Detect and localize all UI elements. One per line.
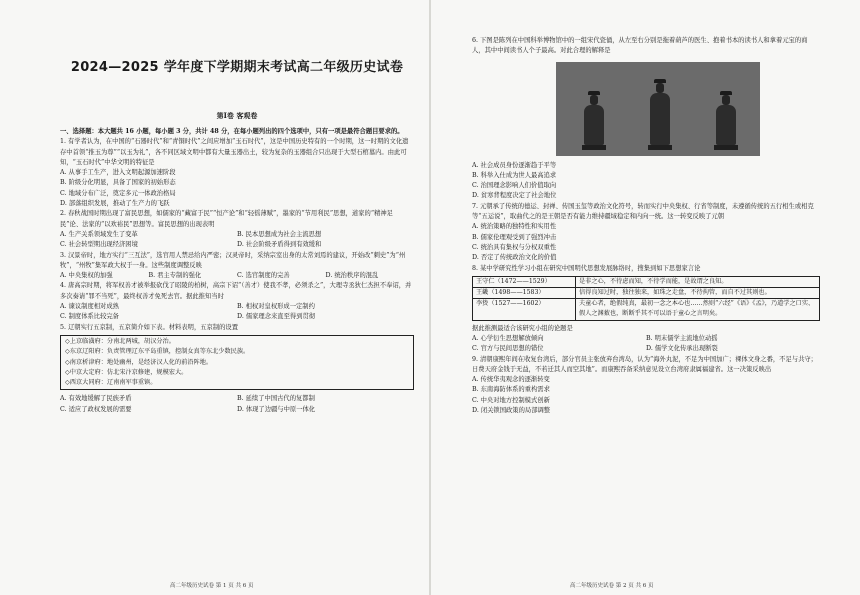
q6-stem: 6. 下图是陈列在中国科举博物馆中的一组宋代瓷俑，从左至右分别是拖着葫芦的医生、抱着书本的读书人和拿着元宝的商人，其中中间读书人个子最高。对此合理的解释是 xyxy=(472,37,808,55)
q6-option-b: B. 科举入仕成为世人最高追求 xyxy=(472,171,557,179)
q7-stem: 7. 元朝承了传统的德运、封禅、传国玉玺等政治文化符号，转而实行中央集权、行省等制度，未遵循传统的五行相生或相克等“五运说”，取曲代之的是王朝是否有能力维持疆域稳定和内向一统。这一转变反映了元朝 xyxy=(472,202,814,221)
scholar-figurine xyxy=(648,79,672,150)
q5-box-line: ◇上京临潢府：分南北两城，胡汉分治。 xyxy=(65,337,175,345)
table-row xyxy=(473,288,820,299)
q5-option-d: D. 体现了边疆与中原一体化 xyxy=(237,405,316,413)
q8-option-b: B. 明末儒学主流地位动摇 xyxy=(646,334,718,342)
q5-box-line: ◇东京辽阳府：负责管理辽东平岛重镇，控制女真等东北少数民族。 xyxy=(65,348,250,356)
q4-options-row2 xyxy=(60,312,414,322)
thinker-name: 王畿（1498——1583） xyxy=(473,288,576,299)
q1-stem: 1. 有学者认为，在中国的“石器时代”和“青铜时代”之间应增加“玉石时代”，这是中国历史特有的一个时期，这一时期的文化遗存中首领“推玉为尊”“以玉为礼”，各不同区域文明中都有大量玉器出土，较为复杂的玉器组合只出现于大型石棺墓内。由此可知，“玉石时代”中华文明的特征是 xyxy=(60,138,409,166)
q6-option-c: C. 治国理念影响人们价值取向 xyxy=(472,182,557,190)
right-footer: 高二年级历史试卷 第 2 页 共 6 页 xyxy=(570,583,654,589)
q3-option-d: D. 统治秩序的混乱 xyxy=(325,272,379,280)
q5-option-b: B. 延续了中国古代的复都制 xyxy=(237,395,315,403)
section-heading: 第Ⅰ卷 客观卷 xyxy=(216,111,258,120)
q1-option-d: D. 部落组织发展，推动了生产力的飞跃 xyxy=(60,200,170,208)
q5-box-line: ◇西京大同府：辽南南军事重镇。 xyxy=(65,379,157,387)
q7-option-d: D. 否定了传统政治文化的价值 xyxy=(472,254,557,262)
q3-options xyxy=(60,271,414,281)
q8-option-a: A. 心学衍生思想解放倾向 xyxy=(472,334,544,342)
q4-option-b: B. 相权对皇权形成一定制约 xyxy=(237,303,315,311)
q9-stem: 9. 清朝康熙年间在收复台湾后，部分官员主张放弃台湾岛，认为“海外丸泥，不足为中国加广；裸体文身之番，不足与共守；日费天府金钱于无益，不若迁其人而空其地”。而康熙吞备采纳意见设立台湾府隶属福建省。这一决策反映出 xyxy=(472,355,817,373)
q3-option-b: B. 君主专制的强化 xyxy=(148,272,202,280)
right-page xyxy=(430,0,860,595)
q5-options-row2 xyxy=(60,405,414,415)
q2-stem: 2. 春秋战国时期出现了富民思想，如儒家的“藏富于民”“恒产论”和“轻徭薄赋”，墨家的“节用利民”思想，道家的“精神足民”论、法家的“以欢裕民”思想等。富民思想的出现表明 xyxy=(60,210,393,228)
thinker-quote: 信得良知过时，独往独来，如珠之走盘，不待拘管，而自不过其则也。 xyxy=(576,288,820,299)
q8-option-c: C. 官方与民间思想的错位 xyxy=(472,345,544,353)
q2-option-b: B. 民本思想成为社会主流思想 xyxy=(237,230,322,238)
exam-title: 2024—2025 学年度下学期期末考试高二年级历史试卷 xyxy=(70,60,404,75)
q1-option-b: B. 阶级分化明显，具备了国家的初始形态 xyxy=(60,179,176,187)
q5-option-a: A. 有效地缓解了民族矛盾 xyxy=(60,395,132,403)
q8-options-row1 xyxy=(472,334,820,344)
q8-quote-table xyxy=(472,276,820,321)
thinker-name: 李贽（1527——1602） xyxy=(473,299,576,320)
q9-option-c: C. 中央对地方控制模式创新 xyxy=(472,396,550,404)
q8-lead: 据此推测最适合该研究小组的论题是 xyxy=(472,324,573,332)
q2-option-d: D. 社会阶级矛盾得到有效缓和 xyxy=(237,241,322,249)
q7-option-b: B. 儒家伦理观受到了强烈冲击 xyxy=(472,233,557,241)
q6-option-a: A. 社会成员身份逐渐趋于平等 xyxy=(472,161,557,169)
q3-option-a: A. 中央集权的加强 xyxy=(60,272,113,280)
q6-option-d: D. 贫寒背程度决定了社会地位 xyxy=(472,192,557,200)
q5-options-row1 xyxy=(60,394,414,404)
q4-options-row1 xyxy=(60,302,414,312)
thinker-name: 王守仁（1472——1529） xyxy=(473,276,576,287)
q5-box-line: ◇南京析津府：地处幽州，是经济汉人化的前沿阵地。 xyxy=(65,358,213,366)
q4-option-d: D. 儒家理念来直至得到贯彻 xyxy=(237,313,316,321)
thinker-quote: 夫童心者，绝假纯真，最初一念之本心也……然则“六经”《语》《孟》，乃道学之口实、假人之渊薮也，断断乎其不可以语于童心之言明矣。 xyxy=(576,299,820,320)
q4-option-c: C. 制度体系比较完备 xyxy=(60,313,119,321)
q3-stem: 3. 汉景帝时，地方实行“三互法”，选官用人禁忌给内严密；汉灵帝时，采纳宗室出身的太常刘焉的建议，开始改“刺史”为“州牧”，“州牧”集军政大权于一身。这些制度调整反映 xyxy=(60,251,406,269)
merchant-figurine xyxy=(714,91,738,150)
q2-option-a: A. 生产关系领域发生了变革 xyxy=(60,230,138,238)
q3-option-c: C. 选官制度的完善 xyxy=(237,272,290,280)
q2-option-c: C. 社会转型期出现经济困境 xyxy=(60,241,138,249)
table-row xyxy=(473,276,820,287)
q8-stem: 8. 某中学研究性学习小组在研究中国明代思想发展脉络时，搜集到如下思想家言论 xyxy=(472,264,701,272)
q5-stem: 5. 辽朝实行五京制，五京简介如下表。材料表明，五京制的设置 xyxy=(60,323,239,331)
q2-options-row1 xyxy=(60,230,414,240)
left-footer: 高二年级历史试卷 第 1 页 共 6 页 xyxy=(170,583,254,589)
q7-option-c: C. 统治具有集权与分权双重性 xyxy=(472,243,557,251)
q9-option-d: D. 闭关锁国政策的局部调整 xyxy=(472,407,551,415)
doctor-figurine xyxy=(582,91,606,150)
q4-option-a: A. 谏议制度相对成熟 xyxy=(60,303,119,311)
q6-figurine-photo xyxy=(556,62,760,156)
q1-option-a: A. 从事手工生产，进入文明起源加速阶段 xyxy=(60,169,176,177)
q2-options-row2 xyxy=(60,240,414,250)
q9-option-b: B. 东南海防体系的重构需求 xyxy=(472,386,550,394)
q5-table-box xyxy=(60,335,414,390)
q5-box-line: ◇中京大定府：仿北宋汴京修建，规模宏大。 xyxy=(65,368,188,376)
q9-option-a: A. 传统华夷观念的逐渐转变 xyxy=(472,376,550,384)
q5-option-c: C. 适应了政权发展的需要 xyxy=(60,405,132,413)
q1-option-c: C. 地域分布广泛，奠定多元一体政治格局 xyxy=(60,189,176,197)
thinker-quote: 是非之心，不待虑而知，不待学而能，是故谓之良知。 xyxy=(576,276,820,287)
q8-options-row2 xyxy=(472,344,820,354)
q7-option-a: A. 统治策略的独特性和实用性 xyxy=(472,223,557,231)
instruction: 一、选择题：本大题共 16 小题，每小题 3 分，共计 48 分，在每小题列出的四个选项中，只有一项是最符合题目要求的。 xyxy=(60,128,404,135)
q8-option-d: D. 儒学文化传承出现断裂 xyxy=(646,345,718,353)
table-row xyxy=(473,299,820,320)
q4-stem: 4. 唐高宗时期，将军权善才被举报砍伐了昭陵的柏树，高宗下诏“（善才）使我不孝，必须杀之”，大理寺丞狄仁杰担不奉诏，并多次奏请“罪不当死”，最终权善才免死去官。据此推知当时 xyxy=(60,282,412,300)
